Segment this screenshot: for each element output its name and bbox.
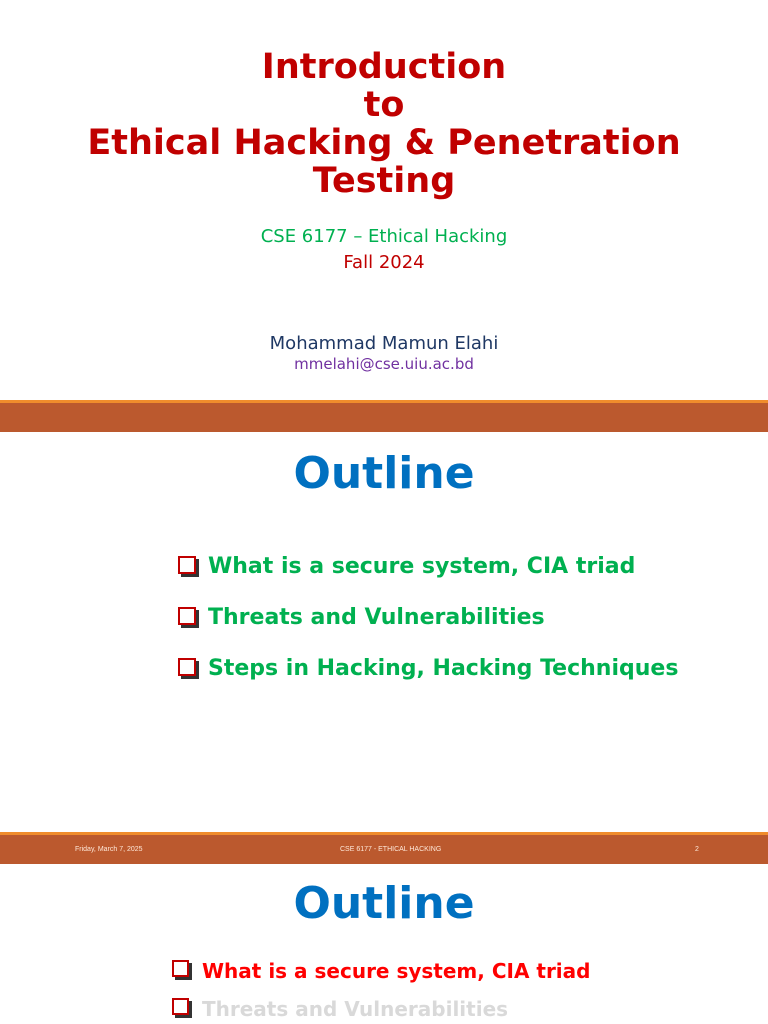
outline-title: Outline bbox=[293, 878, 475, 929]
author-email: mmelahi@cse.uiu.ac.bd bbox=[294, 355, 474, 373]
course-term: Fall 2024 bbox=[343, 252, 425, 273]
outline-title: Outline bbox=[293, 448, 475, 499]
footer-course: CSE 6177 - ETHICAL HACKING bbox=[340, 846, 442, 853]
footer-page-number: 2 bbox=[695, 846, 699, 853]
checkbox-square-icon bbox=[172, 998, 189, 1015]
slide-title bbox=[0, 48, 768, 200]
bullet-text: Threats and Vulnerabilities bbox=[208, 605, 545, 630]
list-item bbox=[178, 601, 678, 652]
checkbox-square-icon bbox=[178, 556, 196, 574]
title-line: Testing bbox=[312, 161, 456, 201]
list-item bbox=[178, 550, 678, 601]
band-stripe bbox=[0, 400, 768, 403]
title-slide bbox=[0, 0, 768, 400]
title-line: Ethical Hacking & Penetration bbox=[87, 123, 681, 163]
slide-footer bbox=[0, 832, 768, 864]
title-line: to bbox=[363, 85, 405, 125]
checkbox-square-icon bbox=[178, 658, 196, 676]
outline-list bbox=[172, 956, 590, 1024]
bullet-text: Threats and Vulnerabilities bbox=[202, 997, 509, 1021]
list-item-dimmed bbox=[172, 994, 590, 1024]
outline-slide bbox=[0, 432, 768, 832]
bullet-text: What is a secure system, CIA triad bbox=[202, 959, 591, 983]
footer-date: Friday, March 7, 2025 bbox=[75, 846, 143, 853]
bullet-text: Steps in Hacking, Hacking Techniques bbox=[208, 656, 679, 681]
checkbox-square-icon bbox=[178, 607, 196, 625]
band-stripe bbox=[0, 832, 768, 835]
list-item bbox=[178, 652, 678, 703]
outline-list bbox=[178, 550, 678, 703]
author-name: Mohammad Mamun Elahi bbox=[269, 333, 499, 354]
bullet-text: What is a secure system, CIA triad bbox=[208, 554, 636, 579]
course-name: CSE 6177 – Ethical Hacking bbox=[260, 226, 508, 247]
list-item-active bbox=[172, 956, 590, 994]
title-line: Introduction bbox=[261, 47, 507, 87]
checkbox-square-icon bbox=[172, 960, 189, 977]
slide-divider-band bbox=[0, 400, 768, 432]
outline-slide-2 bbox=[0, 864, 768, 1024]
